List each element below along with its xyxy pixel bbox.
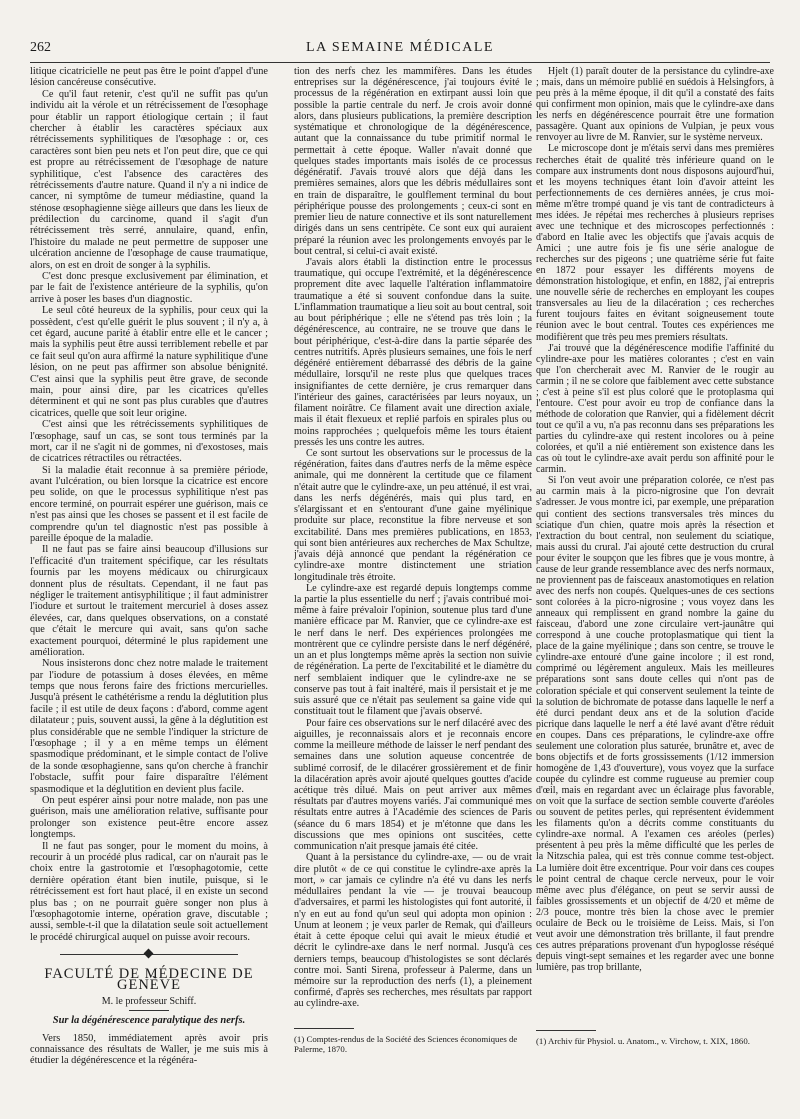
paragraph: Le microscope dont je m'étais servi dans mes premières recherches était de qualité très inférieure quand on le compare aux instruments dont nous disposons aujourd'hui, et les moyens techniques étant loin d'avoir atteint les perfectionnements de ces dernières années, je crus moi-même m'être trompé quand je vis tant de contradicteurs à mes idées. Je répétai mes recherches à plusieurs reprises avec une technique et des microscopes perfectionnés : d'abord en Italie avec les objectifs que j'avais acquis de Amici ; une autre fois je fis une série analogue de recherches sur des pigeons ; une quatrième série fut faite en 1872 pour essayer les différents moyens de démonstration histologique, et enfin, en 1882, j'ai entrepris une nouvelle série de recherches en employant les coupes transversales au lieu de la dilacération ; ces recherches furent toujours faites en évitant soigneusement toute réunion avec le bout central. Toutes ces expériences me modifièrent que très peu mes premiers résultats. (536, 143, 774, 343)
paragraph: Pour faire ces observations sur le nerf dilacéré avec des aiguilles, je reconnaissais alors et je reconnais encore comme la meilleure méthode de laisser le nerf pendant des semaines dans une solution aqueuse concentrée de sublimé corrosif, de le dilacérer grossièrement et de finir la dilacération après avoir ajouté quelques gouttes d'acide acétique très dilué. Mais on peut arriver aux mêmes résultats par d'autres moyens variés. J'ai communiqué mes résultats entre autres à l'Académie des sciences de Paris (séance du 6 mars 1854) et je m'étonne que dans les discussions que mes opinions ont suscitées, cette communication n'ait presque jamais été citée. (294, 717, 532, 853)
page-header (30, 38, 770, 63)
column-2 (294, 66, 532, 1022)
paragraph: Il ne faut pas se faire ainsi beaucoup d'illusions sur l'efficacité d'un traitement spécifique, car les résultats fournis par les moyens médicaux ou chirurgicaux donnent plus de résultats. Cependant, il ne faut pas négliger le traitement antisyphilitique ; il faut administrer l'iodure et surtout le traitement mercuriel à doses assez élevées, car, dans quelques observations, on a constaté que c'était le mercure qui avait, sans qu'on sache exactement pourquoi, déterminé le plus rapidement une amélioration. (30, 544, 268, 658)
paragraph: Vers 1850, immédiatement après avoir pris connaissance des résultats de Waller, je me suis mis à étudier la dégénérescence et la régénéra- (30, 1032, 268, 1067)
section-title: FACULTÉ DE MÉDECINE DE GENÈVE (44, 966, 254, 994)
paragraph: litique cicatricielle ne peut pas être le point d'appel d'une lésion cancéreuse consécutive. (30, 66, 268, 89)
article-title: Sur la dégénérescence paralytique des nerfs. (52, 1015, 246, 1027)
paragraph: Si la maladie était reconnue à sa première période, avant l'ulcération, ou bien lorsque la cicatrice est encore peu solide, on que le processus syphilitique n'est pas encore terminé, on pourrait espérer une guérison, mais ce n'est pas ainsi que les choses se passent et il est facile de comprendre qu'un tel diagnostic n'est pas possible à pareille époque de la maladie. (30, 464, 268, 545)
paragraph: C'est ainsi que les rétrécissements syphilitiques de l'œsophage, sauf un cas, se sont tous terminés par la mort, car il ne s'agit ni de gommes, ni d'exostoses, mais de cicatrices rétractiles ou rétractées. (30, 419, 268, 465)
paragraph: On peut espérer ainsi pour notre malade, non pas une guérison, mais une amélioration relative, suffisante pour prolonger son existence peut-être encore assez longtemps. (30, 795, 268, 841)
paragraph: tion des nerfs chez les mammifères. Dans les études entreprises sur la dégénérescence, j'ai toujours évité le processus de la régénération en extirpant aussi loin que possible la partie centrale du nerf. Je crois avoir donné alors, dans plusieurs publications, la première description systématique et chronologique de la dégénérescence, autant que la connaissance du tube primitif normal le permettait à cette époque. Waller n'avait donné que quelques stades importants mais isolés de ce processus dégénératif. J'avais trouvé alors que déjà dans les premières semaines, alors que les débris médullaires sont en train de disparaître, le goulflement terminal du bout périphérique pousse des prolongements ; ceux-ci sont en premier lieu de nature connective et ils sont naturellement dirigés dans un sens centripète. Ce sont eux qui auraient préparé la réunion avec les prolongements envoyés par le bout central, si celui-ci avait existé. (294, 66, 532, 257)
paragraph: Le cylindre-axe est regardé depuis longtemps comme la partie la plus essentielle du nerf ; j'avais contribué moi-même à faire prévaloir l'opinion, soutenue plus tard d'une manière efficace par M. Ranvier, que ce cylindre-axe est le nerf dans le nerf. Des expériences prolongées me montrèrent que ce cylindre persiste dans le nerf dégénéré, un an et plus longtemps même après la section non suivie de régénération. La perte de l'excitabilité et le diamètre du nerf semblaient indiquer que le cylindre-axe ne se conserve pas tout à fait inaltéré, mais il persistait et je me suis assuré que ce n'était pas seulement sa gaine vide qui constituait tout le filament que j'avais observé. (294, 582, 532, 718)
paragraph: C'est donc presque exclusivement par élimination, et par le fait de l'existence antérieure de la syphilis, qu'on arrive à poser les bases d'un diagnostic. (30, 271, 268, 305)
paragraph: J'ai trouvé que la dégénérescence modifie l'affinité du cylindre-axe pour les matières colorantes ; c'est en vain que l'on chercherait avec M. Ranvier de le rougir au carmin ; il ne se colore que faiblement avec cette substance ; c'est à peine s'il est plus coloré que le protoplasma qui l'entoure. C'est pour avoir eu trop de confiance dans la méthode de coloration que Ranvier, qui a fidèlement décrit tout ce qu'il a vu, n'a pas reconnu dans ses préparations les parties du cylindre-axe qui restent incolores ou à peine colorées, et qu'il a nié entièrement son existence dans les cas où tout le cylindre-axe avait perdu son affinité pour le carmin. (536, 342, 774, 476)
section-divider (60, 949, 238, 961)
paragraph: Nous insisterons donc chez notre malade le traitement par l'iodure de potassium à doses élevées, en même temps que nous ferons faire des frictions mercurielles. Jusqu'à présent le cathétérisme a rendu la déglutition plus facile ; il est utile de deux façons : d'abord, comme agent dilatateur ; puis, souvent aussi, la gêne à la déglutition est plus considérable que ne semble l'indiquer la stricture de l'œsophage ; il y a en même temps un élément spasmodique prédominant, et le simple contact de l'olive de la sonde œsophagienne, sans qu'on cherche à franchir l'obstacle, suffit pour faire disparaître l'élément spasmodique et la déglutition en devient plus facile. (30, 658, 268, 795)
footnote: (1) Archiv für Physiol. u. Anatom., v. Virchow, t. XIX, 1860. (536, 1036, 750, 1046)
paragraph: Ce qu'il faut retenir, c'est qu'il ne suffit pas qu'un individu ait la vérole et un rétrécissement de l'œsophage pour établir un rapport étiologique certain ; il faut chercher à établir les caractères spéciaux aux rétrécissements syphilitiques de l'œsophage : or, ces caractères sont bien peu nets et l'on peut dire, que ce qui est propre au rétrécissement de l'œsophage de nature syphilitique, c'est l'absence des caractères des rétrécissements d'autre nature. Quand il n'y a ni indice de cancer, ni symptôme de tumeur médiastine, quand la sténose œsophagienne siège ailleurs que dans les lieux de prédilection du carcinome, quand il s'agit d'un rétrécissement très serré, annulaire, quand, enfin, l'histoire du malade ne peut permettre de supposer une ulcération ancienne de l'œsophage de cause traumatique, alors, on est en droit de songer à la syphilis. (30, 88, 268, 271)
byline-rule (129, 1010, 169, 1011)
paragraph: Hjelt (1) paraît douter de la persistance du cylindre-axe ; mais, dans un mémoire publié en suédois à Helsingfors, à peu près à la même époque, il dit qu'il a constaté des faits qui confirment mon opinion, mais que le cylindre-axe dans les nerfs en dégénérescence pourrait être une formation passagère. Quant aux opinions de Vulpian, je peux vous renvoyer au livre de M. Ranvier, sur le système nerveux. (536, 66, 774, 144)
paragraph: Quant à la persistance du cylindre-axe, — ou de vrait dire plutôt « de ce qui constitue le cylindre-axe après la mort, » car jamais ce cylindre n'a été vu dans les nerfs médullaires pendant la vie — je trouvai beaucoup d'adversaires, et parmi les histologistes qui font autorité, il n'y en eut au fond qu'un seul qui adopta mon opinion : Unum at leonem ; je veux parler de Remak, qui d'ailleurs était à cette époque celui qui avait le mieux étudié et décrit le cylindre-axe dans le nerf normal. Jusqu'à ces derniers temps, beaucoup d'histologistes se sont déclarés contre moi. Santi Sirena, professeur à Palerme, dans un mémoire sur la reproduction des nerfs (1), a pleinement confirmé, d'après ses recherches, mes résultats par rapport au cylindre-axe. (294, 852, 532, 1010)
byline: M. le professeur Schiff. (101, 995, 197, 1007)
paragraph: Ce sont surtout les observations sur le processus de la régénération, faites dans d'autres nerfs de la même espèce animale, qui me donnèrent la certitude que ce filament n'était autre que le cylindre-axe, un peu atténué, il est vrai, dans les nerfs dégénérés, mais qui plus tard, en s'élargissant et en s'entourant d'une gaine myélinique produite sur place, reconstitue la fibre nerveuse et son excitabilité. Dans mes premières publications, en 1853, qui sont bien antérieures aux recherches de Max Schultze, j'avais déjà annoncé que pendant la régénération ce cylindre-axe montre distinctement une striation longitudinale très étroite. (294, 447, 532, 583)
diamond-ornament-icon (144, 949, 154, 959)
footnote: (1) Comptes-rendus de la Société des Sciences économiques de Palerme, 1870. (294, 1034, 518, 1054)
paragraph: Il ne faut pas songer, pour le moment du moins, à recourir à un procédé plus radical, car on n'aurait pas le choix entre la gastrotomie et l'œsophagotomie, cette dernière opération étant bien inutile, puisque, si le rétrécissement est fort haut placé, il en existe un second plus bas ; on ne pourrait guère songer non plus à l'œsophagotomie interne, opération grave, discutable ; aussi, semble-t-il que la dilatation seule soit actuellement le procédé chirurgical auquel on puisse avoir recours. (30, 840, 268, 943)
paragraph: Si l'on veut avoir une préparation colorée, ce n'est pas au carmin mais à la picro-nigrosine que l'on devrait s'adresser. Je vous montre ici, par exemple, une préparation qui contient des sections transversales très minces du sciatique d'un chien, quatre mois après la résection et l'extraction du bout central, non seulement du sciatique, mais aussi du crural. J'ai ajouté cette destruction du crural pour éviter le soupçon que les fibres que je vous montre, à cause de leur grande ressemblance avec des nerfs normaux, ne proviennent pas de faisceaux anastomotiques en relation avec des nerfs non coupés. Quelques-unes de ces sections sont colorées à la picro-nigrosine ; vous voyez dans les anneaux qui remplissent en grand nombre la gaine du faisceau, d'abord une zone circulaire vert-jaunâtre qui correspond à une couche protoplasmatique qui tient la place de la gaine myélinique ; dans son centre, se trouve le cylindre-axe entouré d'une gaine incolore ; il est rond, comprimé ou légèrement anguleux. Mais les meilleures préparations sont sans doute celles qui n'ont pas de coloration spéciale et qui conservent seulement la teinte de la solution de bichromate de potasse dans laquelle le nerf a été durci pendant deux ans et de la solution d'acide picrique dans laquelle le nerf a été lavé avant d'être réduit en coupes. Dans ces préparations, le cylindre-axe offre seulement une coloration plus saturée, brunâtre et, avec de bons objectifs et de forts grossissements (1/12 immersion homogène de 1,43 d'ouverture), vous voyez que la surface coupée du cylindre est comme rugueuse au premier coup d'œil, mais en regardant avec un éclairage plus favorable, on voit que la surface de section semble couverte d'aréoles ou souvent de petites perles, qui représentent évidemment les filaments qu'on a décrits comme constituants du cylindre-axe normal. A l'examen ces aréoles (perles) présentent à peu près la même difficulté que les perles de la Nitzschia palea, qui est très connue comme test-object. La lumière doit être excentrique. Pour voir dans ces coupes le point central de chaque cercle nerveux, pour le voir même avec plus d'élégance, on peut se servir aussi de faibles grossissements et un objectif de 4/20 et même de 2/3 pouce, montre très bien la chose avec le premier oculaire de Beck ou le troisième de Leiss. Mais, si l'on veut avoir une démonstration très brillante, il faut prendre ces autres préparations provenant d'un hypoglosse réséqué depuis vingt-sept semaines et les regarder avec une bonne lumière, pas trop brillante, (536, 475, 774, 974)
footnote-rule (536, 1030, 596, 1031)
column-1 (30, 66, 268, 1090)
column-3 (536, 66, 774, 990)
footnote-rule (294, 1028, 354, 1029)
page-number: 262 (30, 40, 51, 55)
paragraph: Le seul côté heureux de la syphilis, pour ceux qui la possèdent, c'est qu'elle guérit le plus souvent ; il n'y a, à cet égard, aucune parité à établir entre elle et le cancer ; mais la syphilis peut être aussi terriblement rebelle et par ce fait seul qu'on aura affirmé la nature syphilitique d'une lésion, on ne peut pas affirmer son absolue bénignité. C'est ainsi que la syphilis peut être grave, de seconde main, pour ainsi dire, par les cicatrices qu'elles déterminent et qui ne sont pas plus curables que d'autres cicatrices, quelle que soit leur origine. (30, 305, 268, 419)
running-title: LA SEMAINE MÉDICALE (306, 40, 494, 55)
paragraph: J'avais alors établi la distinction entre le processus traumatique, qui occupe l'extrémité, et la dégénérescence proprement dite avec laquelle l'altération inflammatoire traumatique a été si souvent confondue dans la suite. L'inflammation traumatique a lieu soit au bout central, soit au bout périphérique ; elle ne s'étend pas très loin ; la dégénérescence, au contraire, ne se trouve que dans le bout périphérique, c'est-à-dire dans la partie séparée des centres nutritifs. Après plusieurs semaines, une fois le nerf dégénéré entièrement débarrassé des débris de la gaine médullaire, lorsqu'il ne reste plus que quelques traces insignifiantes de cette dernière, je crus remarquer dans l'intérieur des gaines, caractérisées par leurs noyaux, un filament noirâtre. Ce filament avait une direction axiale, mais il était flexueux et replié parfois en spirales plus ou moins rapprochées ; quelquefois même les tours étaient pressés les uns contre les autres. (294, 256, 532, 448)
